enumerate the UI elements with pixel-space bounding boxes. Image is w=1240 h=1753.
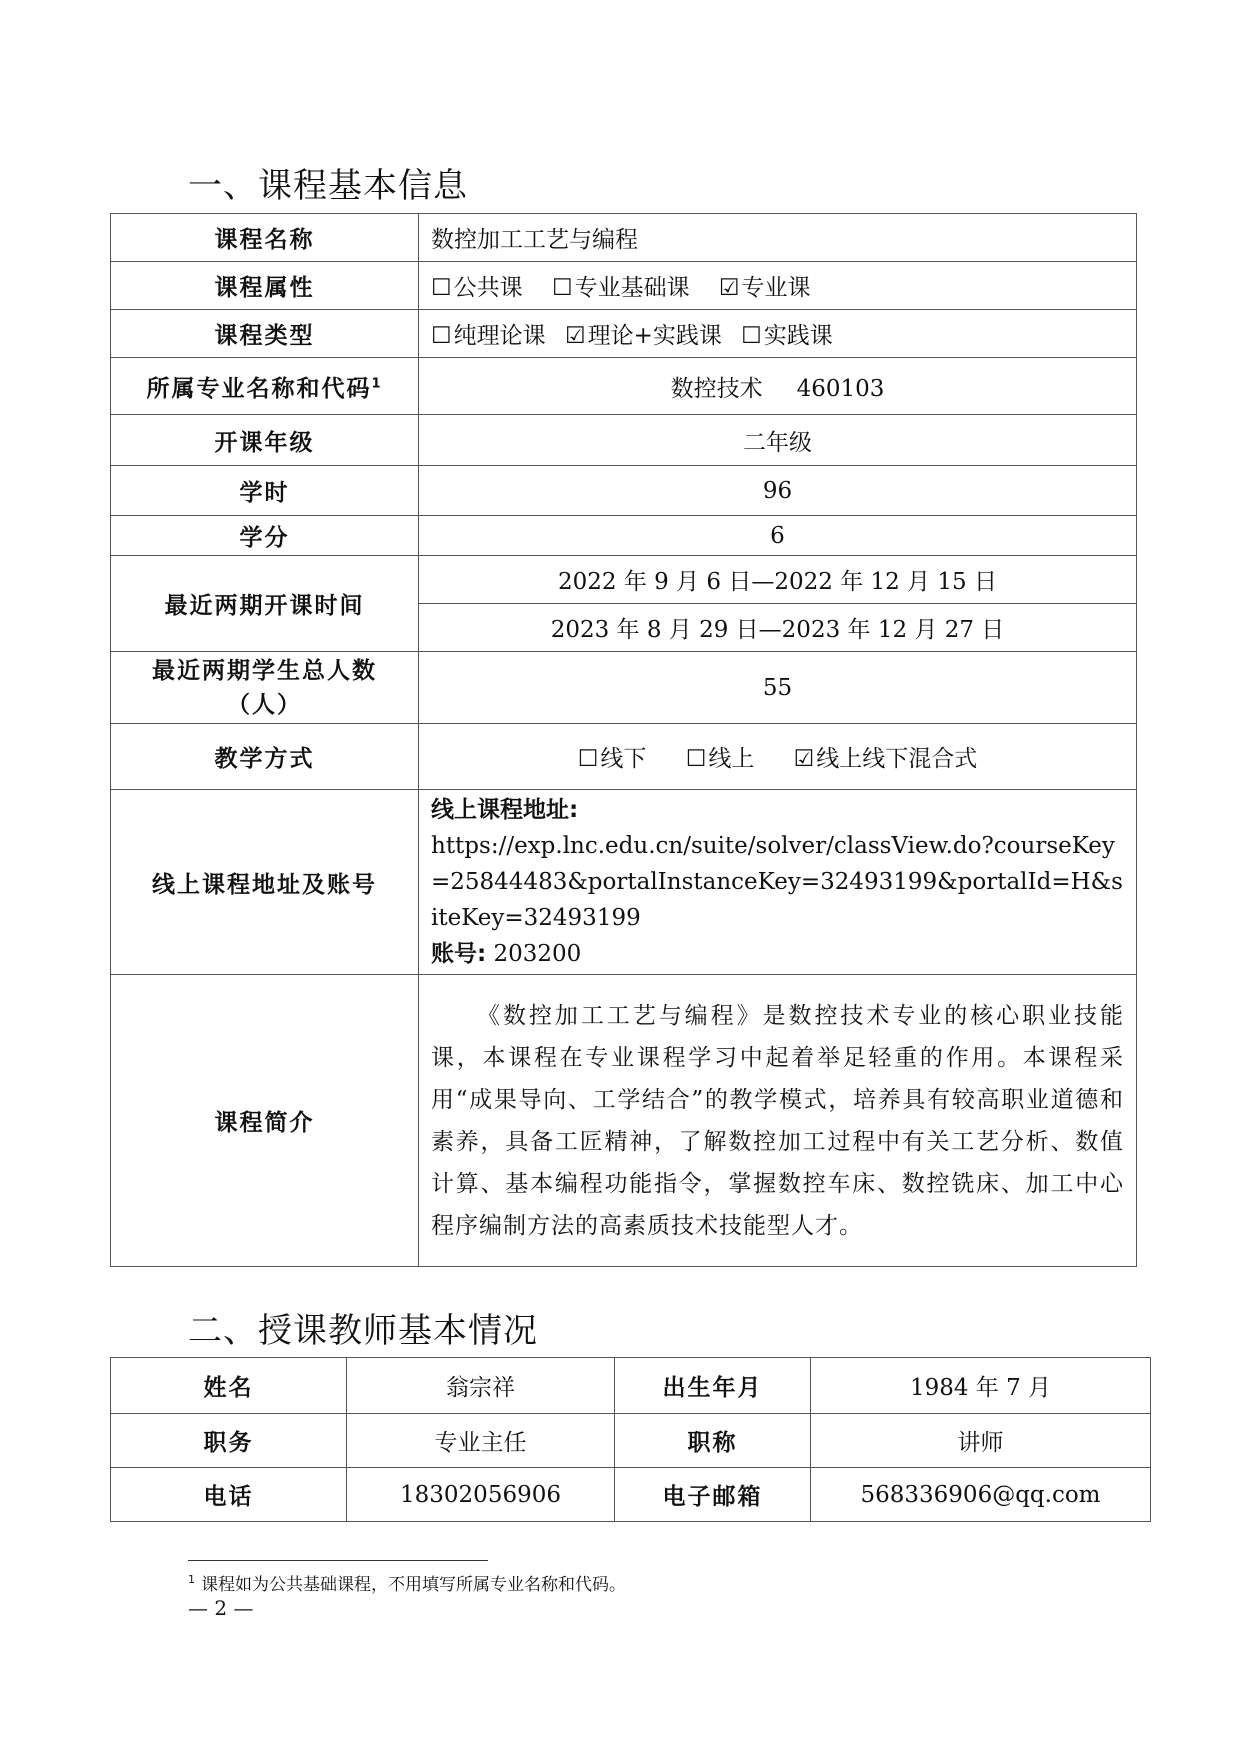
course-type-option[interactable]: ☐纯理论课 [431, 323, 546, 349]
name-label: 姓名 [111, 1358, 347, 1414]
checkbox-icon: ☐ [431, 323, 452, 349]
mode-option[interactable]: ☐线上 [685, 746, 755, 772]
hours-label: 学时 [111, 466, 419, 516]
intro-label: 课程简介 [111, 975, 419, 1267]
position-label: 职务 [111, 1414, 347, 1468]
page-number: — 2 — [188, 1596, 254, 1620]
phone-label: 电话 [111, 1468, 347, 1522]
credits-label: 学分 [111, 516, 419, 556]
section1-title: 一、课程基本信息 [188, 166, 468, 206]
students-value: 55 [419, 652, 1137, 724]
birth-label: 出生年月 [615, 1358, 811, 1414]
online-url[interactable]: https://exp.lnc.edu.cn/suite/solver/classView.do?courseKey=25844483&portalInstanceKey=32493199&portalId=H&siteKey=32493199 [431, 833, 1123, 931]
online-addr-title: 线上课程地址: [431, 797, 579, 823]
course-name-value: 数控加工工艺与编程 [419, 214, 1137, 262]
checkbox-checked-icon: ☑ [564, 323, 586, 349]
name-value: 翁宗祥 [347, 1358, 615, 1414]
online-info [419, 790, 1137, 975]
mode-options [419, 724, 1137, 790]
course-attr-option[interactable]: ☐专业基础课 [551, 275, 690, 301]
course-attr-options [419, 262, 1137, 310]
birth-value: 1984 年 7 月 [811, 1358, 1151, 1414]
course-name-label: 课程名称 [111, 214, 419, 262]
course-attr-label: 课程属性 [111, 262, 419, 310]
course-type-options [419, 310, 1137, 358]
email-label: 电子邮箱 [615, 1468, 811, 1522]
checkbox-icon: ☐ [431, 275, 452, 301]
checkbox-icon: ☐ [551, 275, 573, 301]
major-label: 所属专业名称和代码$^1$ [111, 358, 419, 415]
account-line: 账号: 203200 [431, 941, 582, 967]
footnote-divider [188, 1560, 488, 1561]
footnote: $^1$ 课程如为公共基础课程，不用填写所属专业名称和代码。 [188, 1573, 626, 1595]
credits-value: 6 [419, 516, 1137, 556]
course-type-option[interactable]: ☐实践课 [741, 323, 833, 349]
period-row: 2023 年 8 月 29 日—2023 年 12 月 27 日 [419, 604, 1137, 652]
periods-label: 最近两期开课时间 [111, 556, 419, 652]
position-value: 专业主任 [347, 1414, 615, 1468]
teacher-info-table [110, 1357, 1151, 1522]
mode-option[interactable]: ☑线上线下混合式 [793, 746, 978, 772]
mode-option[interactable]: ☐线下 [577, 746, 647, 772]
account-value: 203200 [493, 941, 582, 967]
online-label: 线上课程地址及账号 [111, 790, 419, 975]
intro-text: 《数控加工工艺与编程》是数控技术专业的核心职业技能课，本课程在专业课程学习中起着举足轻重的作用。本课程采用“成果导向、工学结合”的教学模式，培养具有较高职业道德和素养，具备工匠精神，了解数控加工过程中有关工艺分析、数值计算、基本编程功能指令，掌握数控车床、数控铣床、加工中心程序编制方法的高素质技术技能型人才。 [419, 975, 1137, 1267]
mode-label: 教学方式 [111, 724, 419, 790]
title-label: 职称 [615, 1414, 811, 1468]
phone-value: 18302056906 [347, 1468, 615, 1522]
checkbox-checked-icon: ☑ [793, 746, 815, 772]
checkbox-icon: ☐ [741, 323, 762, 349]
section2-title: 二、授课教师基本情况 [188, 1311, 538, 1351]
hours-value: 96 [419, 466, 1137, 516]
grade-value: 二年级 [419, 415, 1137, 466]
title-value: 讲师 [811, 1414, 1151, 1468]
period-row: 2022 年 9 月 6 日—2022 年 12 月 15 日 [419, 556, 1137, 604]
course-info-table [110, 213, 1137, 1267]
checkbox-icon: ☐ [577, 746, 599, 772]
grade-label: 开课年级 [111, 415, 419, 466]
footnote-mark: 1 [371, 375, 383, 391]
checkbox-icon: ☐ [685, 746, 707, 772]
course-attr-option[interactable]: ☐公共课 [431, 275, 523, 301]
major-value: 数控技术 460103 [419, 358, 1137, 415]
course-type-option[interactable]: ☑理论+实践课 [564, 323, 722, 349]
email-value: 568336906@qq.com [811, 1468, 1151, 1522]
course-attr-option[interactable]: ☑专业课 [718, 275, 811, 301]
course-type-label: 课程类型 [111, 310, 419, 358]
students-label: 最近两期学生总人数 （人） [111, 652, 419, 724]
checkbox-checked-icon: ☑ [718, 275, 740, 301]
